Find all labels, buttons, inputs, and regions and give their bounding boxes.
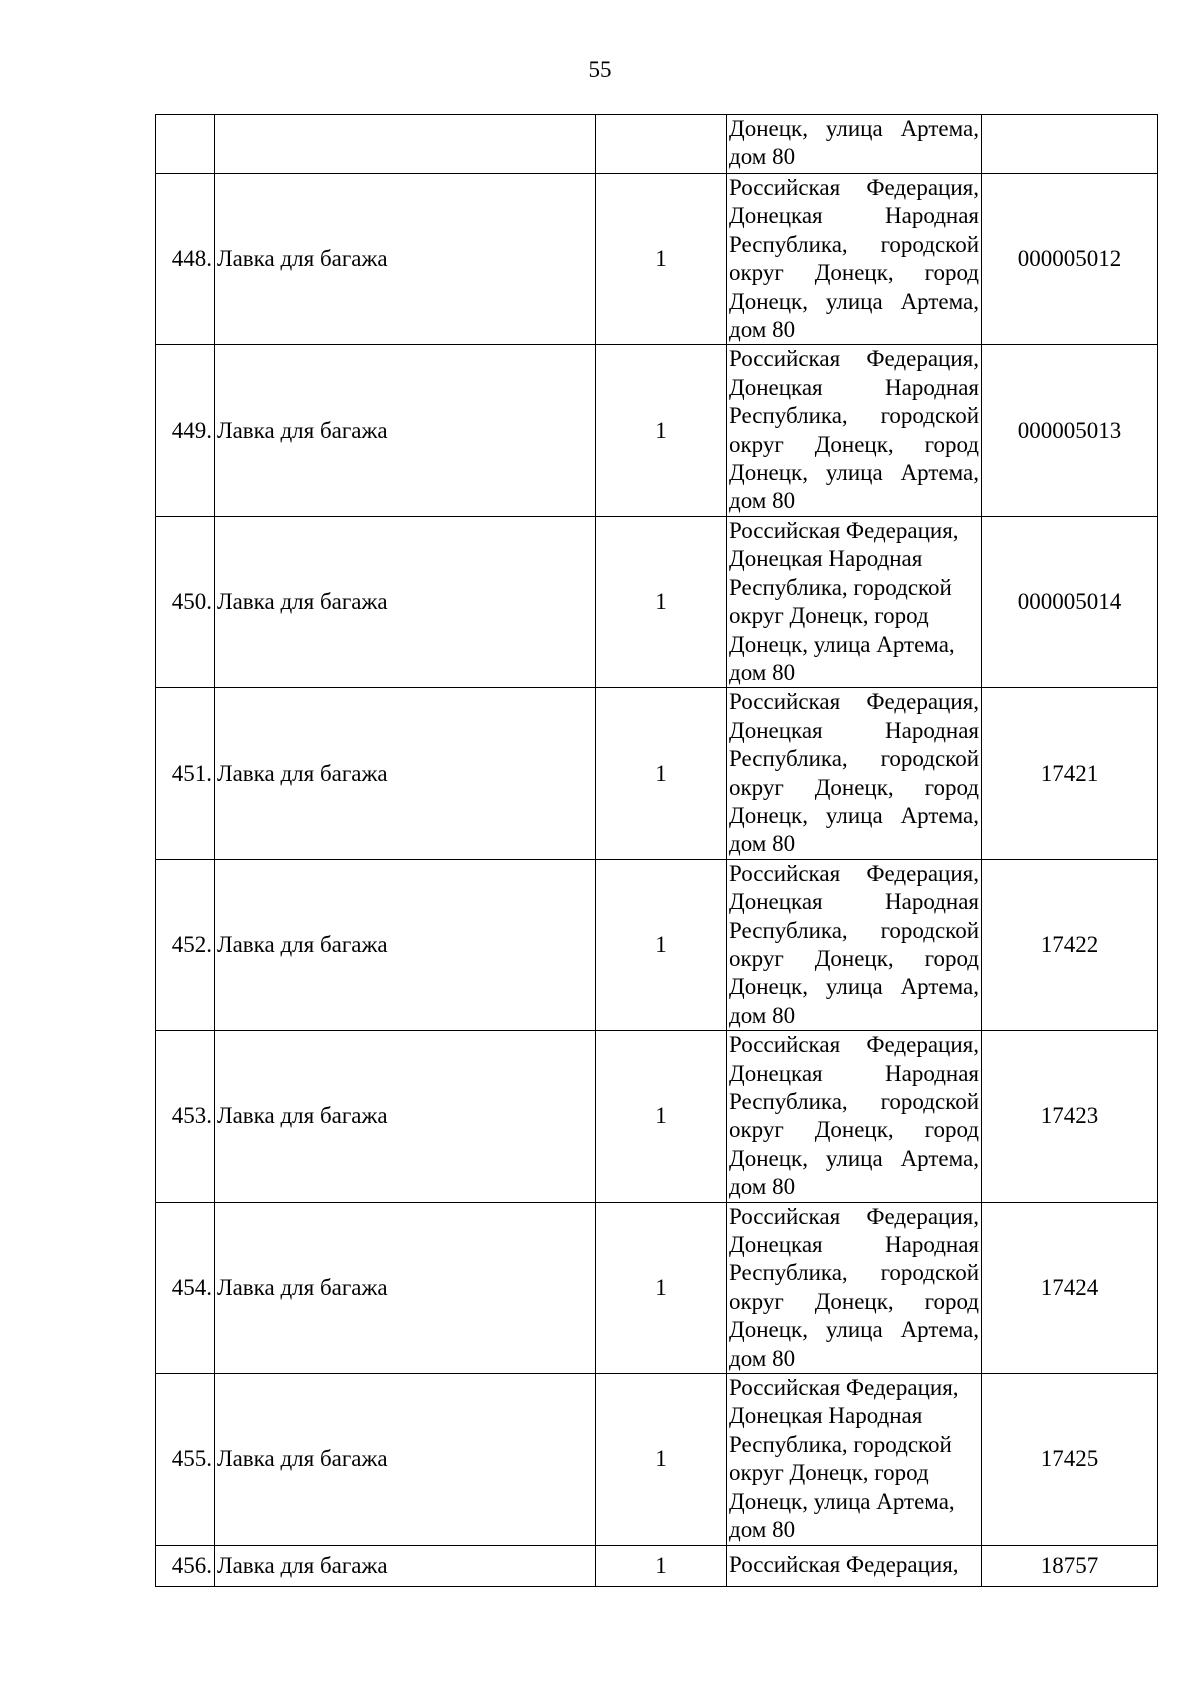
quantity-cell bbox=[596, 115, 727, 174]
quantity-cell: 1 bbox=[596, 516, 727, 687]
address-cell: Российская Федерация, Донецкая Народная Республика, городской округ Донецк, город Донецк, улица Артема, дом 80 bbox=[727, 174, 982, 345]
item-name-cell: Лавка для багажа bbox=[215, 1031, 596, 1202]
item-name-cell: Лавка для багажа bbox=[215, 688, 596, 859]
row-number-cell: 456. bbox=[156, 1545, 215, 1586]
row-number-cell: 448. bbox=[156, 174, 215, 345]
row-number-cell: 451. bbox=[156, 688, 215, 859]
item-name-cell: Лавка для багажа bbox=[215, 1374, 596, 1545]
address-cell: Российская Федерация, Донецкая Народная Республика, городской округ Донецк, город Донецк, улица Артема, дом 80 bbox=[727, 859, 982, 1030]
address-cell: Российская Федерация, Донецкая Народная Республика, городской округ Донецк, город Донецк, улица Артема, дом 80 bbox=[727, 516, 982, 687]
item-name-cell: Лавка для багажа bbox=[215, 859, 596, 1030]
table-row bbox=[156, 1374, 1158, 1545]
inventory-number-cell: 000005013 bbox=[982, 345, 1158, 516]
quantity-cell: 1 bbox=[596, 1202, 727, 1373]
inventory-number-cell: 000005012 bbox=[982, 174, 1158, 345]
item-name-cell: Лавка для багажа bbox=[215, 516, 596, 687]
table-row bbox=[156, 859, 1158, 1030]
row-number-cell: 449. bbox=[156, 345, 215, 516]
table-row bbox=[156, 1031, 1158, 1202]
address-cell: Российская Федерация, Донецкая Народная Республика, городской округ Донецк, город Донецк, улица Артема, дом 80 bbox=[727, 1202, 982, 1373]
inventory-number-cell: 18757 bbox=[982, 1545, 1158, 1586]
address-cell: Российская Федерация, Донецкая Народная Республика, городской округ Донецк, город Донецк, улица Артема, дом 80 bbox=[727, 1374, 982, 1545]
inventory-number-cell: 000005014 bbox=[982, 516, 1158, 687]
inventory-number-cell: 17421 bbox=[982, 688, 1158, 859]
quantity-cell: 1 bbox=[596, 174, 727, 345]
item-name-cell bbox=[215, 115, 596, 174]
item-name-cell: Лавка для багажа bbox=[215, 174, 596, 345]
quantity-cell: 1 bbox=[596, 859, 727, 1030]
item-name-cell: Лавка для багажа bbox=[215, 1202, 596, 1373]
table-row bbox=[156, 688, 1158, 859]
quantity-cell: 1 bbox=[596, 1545, 727, 1586]
property-table bbox=[155, 114, 1158, 1587]
table-row bbox=[156, 1545, 1158, 1586]
address-cell: Донецк, улица Артема, дом 80 bbox=[727, 115, 982, 174]
row-number-cell bbox=[156, 115, 215, 174]
row-number-cell: 450. bbox=[156, 516, 215, 687]
inventory-number-cell: 17425 bbox=[982, 1374, 1158, 1545]
quantity-cell: 1 bbox=[596, 1374, 727, 1545]
table-row bbox=[156, 345, 1158, 516]
table-row bbox=[156, 174, 1158, 345]
address-cell: Российская Федерация, Донецкая Народная Республика, городской округ Донецк, город Донецк, улица Артема, дом 80 bbox=[727, 1031, 982, 1202]
table-row-continuation bbox=[156, 115, 1158, 174]
row-number-cell: 452. bbox=[156, 859, 215, 1030]
row-number-cell: 455. bbox=[156, 1374, 215, 1545]
item-name-cell: Лавка для багажа bbox=[215, 1545, 596, 1586]
inventory-number-cell: 17424 bbox=[982, 1202, 1158, 1373]
quantity-cell: 1 bbox=[596, 688, 727, 859]
page-number: 55 bbox=[588, 57, 612, 82]
inventory-number-cell: 17423 bbox=[982, 1031, 1158, 1202]
address-cell: Российская Федерация, bbox=[727, 1545, 982, 1586]
address-cell: Российская Федерация, Донецкая Народная Республика, городской округ Донецк, город Донецк, улица Артема, дом 80 bbox=[727, 345, 982, 516]
quantity-cell: 1 bbox=[596, 345, 727, 516]
table-row bbox=[156, 1202, 1158, 1373]
inventory-number-cell: 17422 bbox=[982, 859, 1158, 1030]
inventory-number-cell bbox=[982, 115, 1158, 174]
item-name-cell: Лавка для багажа bbox=[215, 345, 596, 516]
row-number-cell: 454. bbox=[156, 1202, 215, 1373]
address-cell: Российская Федерация, Донецкая Народная Республика, городской округ Донецк, город Донецк, улица Артема, дом 80 bbox=[727, 688, 982, 859]
row-number-cell: 453. bbox=[156, 1031, 215, 1202]
quantity-cell: 1 bbox=[596, 1031, 727, 1202]
table-row bbox=[156, 516, 1158, 687]
